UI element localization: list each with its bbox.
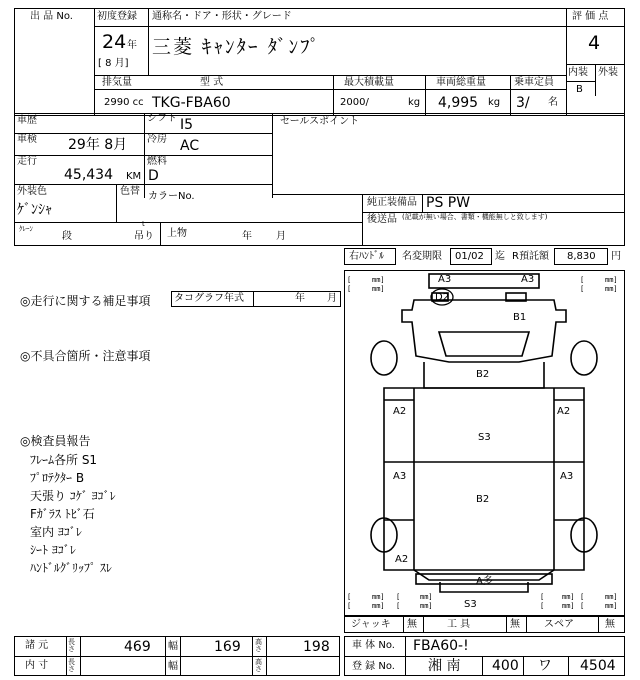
name-change-label: 名変期限 [402, 251, 442, 262]
inspector-report-line: 室内 ﾖｺﾞﾚ [30, 525, 82, 539]
bracket-bottom-mid-l-2-mm: mm] [420, 602, 433, 610]
reg-area: 湘 南 [428, 658, 461, 674]
r-deposit-value: 8,830 [567, 251, 596, 262]
bracket-bottom-mid-r: [ [540, 593, 545, 601]
accessories-label: 後送品 [367, 214, 397, 225]
gross-weight-value: 4,995 [438, 95, 479, 111]
capacity-label: 乗車定員 [514, 77, 554, 88]
bracket-top-left-2: [ [347, 285, 352, 293]
height-value: 198 [303, 639, 330, 655]
name-change-value: 01/02 [455, 251, 484, 262]
mark-b1: B1 [513, 312, 527, 323]
tacho-year: 年 [295, 293, 305, 304]
inspector-report-line: ﾌﾚｰﾑ各所 S1 [30, 453, 98, 467]
shift-label: シフト [147, 113, 177, 124]
grade-label: 評 価 点 [572, 11, 609, 22]
length-label: 長さ [68, 638, 75, 653]
bracket-bottom-mid-l-mm: mm] [420, 593, 433, 601]
color-value: ｹﾞﾝｼｬ [17, 202, 52, 218]
car-name: 三菱 ｷｬﾝﾀｰ ﾀﾞﾝﾌﾟ [152, 36, 322, 58]
lot-no-label: 出 品 No. [30, 11, 73, 22]
mark-a3-right: A3 [521, 274, 535, 285]
bracket-bottom-mid-l: [ [396, 593, 401, 601]
bracket-bottom-mid-r-2: [ [540, 602, 545, 610]
bracket-bottom-left-2-mm: mm] [372, 602, 385, 610]
reg-number: 4504 [580, 658, 616, 674]
name-change-until: 迄 [495, 251, 505, 262]
inspector-report-line: ﾌﾟﾛﾃｸﾀｰ B [30, 471, 85, 485]
bracket-bottom-right: [ [580, 593, 585, 601]
width-label-2: 幅 [168, 661, 178, 672]
first-reg-label: 初度登録 [97, 11, 137, 22]
inspector-report-line: ｼｰﾄ ﾖｺﾞﾚ [30, 543, 76, 557]
upper-label: 上物 [167, 228, 187, 239]
mark-d2: D2 [435, 292, 450, 303]
mark-s3-bed: S3 [478, 432, 491, 443]
upper-year: 年 [242, 231, 252, 242]
truck-outline [344, 270, 625, 616]
name-label: 通称名・ドア・形状・グレード [152, 11, 292, 22]
displacement-label: 排気量 [102, 77, 132, 88]
tacho-label: タコグラフ年式 [174, 293, 244, 304]
inspection-label: 車検 [17, 134, 37, 145]
grade-value: 4 [588, 32, 601, 54]
gross-weight-kg: kg [488, 97, 501, 108]
reg-label: 登 録 No. [352, 661, 395, 672]
bracket-top-right-2-mm: mm] [605, 285, 618, 293]
mark-s3-rear: S3 [464, 599, 477, 610]
model-value: TKG-FBA60 [152, 95, 231, 111]
max-load-kg: kg [408, 97, 421, 108]
inspection-value: 29年 8月 [68, 137, 128, 153]
length-value: 469 [124, 639, 151, 655]
shift-value: I5 [180, 117, 194, 133]
bracket-bottom-mid-l-2: [ [396, 602, 401, 610]
mark-a-many: A多 [476, 576, 493, 587]
sales-point-label: セールスポイント [280, 116, 360, 127]
upper-month: 月 [276, 231, 286, 242]
mark-a3-bed-left: A3 [393, 471, 407, 482]
width-value: 169 [214, 639, 241, 655]
jack-value: 無 [407, 619, 417, 630]
equipment-label: 純正装備品 [367, 197, 417, 208]
ac-value: AC [180, 138, 200, 154]
mark-b2-bed: B2 [476, 494, 490, 505]
r-deposit-label: R預託額 [512, 251, 549, 262]
driving-notes-label: ◎走行に関する補足事項 [20, 294, 151, 308]
bracket-top-right-mm: mm] [605, 276, 618, 284]
fuel-value: D [148, 168, 159, 184]
mark-a2-right: A2 [557, 406, 571, 417]
inspector-label: ◎検査員報告 [20, 434, 91, 448]
inspector-report-line: ﾊﾝﾄﾞﾙｸﾞﾘｯﾌﾟ ｽﾚ [30, 561, 112, 575]
capacity-value: 3/ [516, 95, 530, 111]
bracket-bottom-mid-r-mm: mm] [562, 593, 575, 601]
mark-b2-cab: B2 [476, 369, 490, 380]
bracket-bottom-left-mm: mm] [372, 593, 385, 601]
crane-tsuri: 吊り [134, 231, 154, 242]
bracket-bottom-right-2: [ [580, 602, 585, 610]
chassis-label: 車 体 No. [352, 640, 395, 651]
chassis-value: FBA60-! [413, 638, 469, 654]
color-change-label: 色替 [120, 186, 140, 197]
bracket-bottom-left: [ [347, 593, 352, 601]
bracket-bottom-left-2: [ [347, 602, 352, 610]
crane-dan: 段 [62, 231, 72, 242]
crane-t: t [142, 220, 145, 228]
bracket-bottom-right-2-mm: mm] [605, 602, 618, 610]
accessories-note: (記載が無い場合、書類・機能無しと致します) [402, 213, 548, 221]
tacho-month: 月 [327, 293, 337, 304]
fuel-label: 燃料 [147, 156, 167, 167]
capacity-unit: 名 [548, 97, 558, 108]
spare-value: 無 [605, 619, 615, 630]
jack-label: ジャッキ [351, 619, 391, 630]
handle-value: 右ﾊﾝﾄﾞﾙ [349, 251, 384, 262]
bracket-top-right-2: [ [580, 285, 585, 293]
bracket-top-left-mm: mm] [372, 276, 385, 284]
equipment-value: PS PW [426, 195, 471, 211]
history-label: 車歴 [17, 115, 37, 126]
interior-grade-label: 内装 [568, 67, 588, 78]
first-reg-year: 24 [102, 31, 127, 53]
interior-dim-label: 内 寸 [25, 660, 49, 671]
height-label-2: 高さ [255, 658, 262, 673]
reg-kana: ワ [538, 658, 552, 674]
first-reg-year-unit: 年 [127, 40, 137, 51]
bracket-top-left-2-mm: mm] [372, 285, 385, 293]
color-code-label: カラーNo. [148, 191, 195, 202]
interior-grade-value: B [576, 84, 583, 95]
bracket-bottom-right-mm: mm] [605, 593, 618, 601]
max-load-label: 最大積載量 [344, 77, 394, 88]
displacement-value: 2990 cc [104, 97, 144, 108]
bracket-top-left: [ [347, 276, 352, 284]
dimensions-label: 諸 元 [25, 640, 49, 651]
mileage-unit: KM [126, 171, 142, 182]
width-label: 幅 [168, 641, 178, 652]
length-label-2: 長さ [68, 658, 75, 673]
first-reg-month: [ 8 月] [98, 58, 129, 69]
inspector-report-list [30, 451, 116, 577]
tools-value: 無 [510, 619, 520, 630]
mark-a3-left: A3 [438, 274, 452, 285]
bracket-top-right: [ [580, 276, 585, 284]
color-label: 外装色 [17, 186, 47, 197]
model-label: 型 式 [200, 77, 224, 88]
mark-a3-bed-right: A3 [560, 471, 574, 482]
gross-weight-label: 車両総重量 [436, 77, 486, 88]
tools-label: 工 具 [447, 619, 471, 630]
exterior-grade-label: 外装 [598, 67, 618, 78]
r-deposit-yen: 円 [611, 251, 621, 262]
mileage-label: 走行 [17, 156, 37, 167]
spare-label: スペア [544, 619, 574, 630]
defects-label: ◎不具合箇所・注意事項 [20, 349, 151, 363]
inspector-report-line: Fｶﾞﾗｽ ﾄﾋﾞ石 [30, 507, 95, 521]
mileage-value: 45,434 [64, 167, 113, 183]
mark-a2-left: A2 [393, 406, 407, 417]
max-load-value: 2000/ [340, 97, 369, 108]
reg-class: 400 [492, 658, 519, 674]
crane-label: ｸﾚｰﾝ [19, 225, 33, 233]
height-label: 高さ [255, 638, 262, 653]
ac-label: 冷房 [147, 134, 167, 145]
mark-a2-rear: A2 [395, 554, 409, 565]
inspector-report-line: 天張り ｺｹﾞ ﾖｺﾞﾚ [30, 489, 116, 503]
bracket-bottom-mid-r-2-mm: mm] [562, 602, 575, 610]
